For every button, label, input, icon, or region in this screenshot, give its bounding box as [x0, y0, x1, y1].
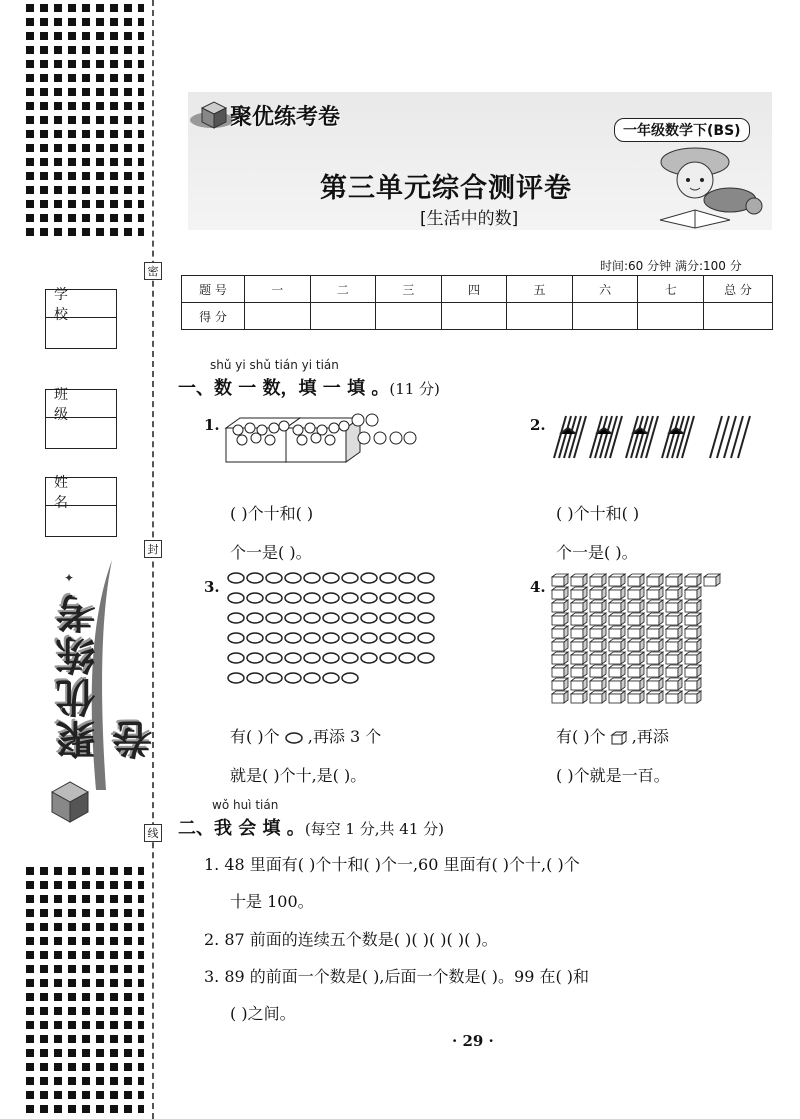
- dot-pattern-top: [26, 0, 144, 242]
- cube-block: [571, 587, 587, 599]
- cube-block: [609, 587, 625, 599]
- s2-q1-line1: 1. 48 里面有( )个十和( )个一,60 里面有( )个十,( )个: [204, 855, 580, 874]
- cube-block: [590, 691, 606, 703]
- dot-pattern-bottom: [26, 862, 144, 1119]
- cube-block: [609, 626, 625, 638]
- cube-block: [685, 626, 701, 638]
- cube-block: [590, 587, 606, 599]
- cube-block: [571, 574, 587, 586]
- cube-block: [590, 639, 606, 651]
- cube-block: [685, 639, 701, 651]
- q3-line1: [230, 724, 381, 747]
- cube-block: [666, 613, 682, 625]
- cube-block: [552, 587, 568, 599]
- cube-block: [647, 613, 663, 625]
- cube-block: [552, 626, 568, 638]
- cube-block: [590, 626, 606, 638]
- score-table-score-row: [182, 303, 773, 330]
- cube-block: [685, 665, 701, 677]
- cube-block: [571, 600, 587, 612]
- seal-char-feng: 封: [144, 540, 162, 558]
- cube-block: [609, 691, 625, 703]
- cube-block: [666, 639, 682, 651]
- cube-block: [571, 626, 587, 638]
- score-header-cell: 四: [441, 276, 507, 303]
- cube-block: [647, 691, 663, 703]
- cube-block: [552, 613, 568, 625]
- cubes-illustration: [552, 574, 732, 714]
- cube-block: [685, 587, 701, 599]
- section1-heading-text: 一、数 一 数，填 一 填 。: [178, 378, 390, 399]
- cube-block: [685, 691, 701, 703]
- cube-block: [628, 665, 644, 677]
- cube-block: [609, 600, 625, 612]
- ovals-illustration: [228, 572, 438, 692]
- cube-block: [571, 639, 587, 651]
- cube-block: [552, 639, 568, 651]
- cube-block: [628, 574, 644, 586]
- side-logo: [40, 560, 159, 830]
- cube-block: [666, 574, 682, 586]
- side-logo-text: 聚优练考卷: [56, 592, 159, 760]
- q3-line1b: ,再添 3 个: [307, 727, 382, 746]
- cube-block: [628, 587, 644, 599]
- apple-boxes-illustration: [226, 414, 426, 474]
- cube-block: [647, 639, 663, 651]
- section2-pinyin: wǒ huì tián: [212, 798, 279, 812]
- cube-block: [685, 600, 701, 612]
- q3-number: 3.: [204, 578, 220, 596]
- cube-block: [590, 665, 606, 677]
- q2-number: 2.: [530, 416, 546, 434]
- section2-points: (每空 1 分,共 41 分): [304, 820, 444, 838]
- time-and-score-info: 时间:60 分钟 满分:100 分: [600, 259, 742, 273]
- cube-block: [552, 678, 568, 690]
- q1-line1: ( )个十和( ): [230, 504, 314, 523]
- q4-line1: [556, 724, 669, 747]
- cube-block: [628, 613, 644, 625]
- cube-block: [666, 626, 682, 638]
- score-header-cell: 三: [376, 276, 442, 303]
- score-header-cell: 六: [572, 276, 638, 303]
- cube-block: [685, 574, 701, 586]
- section2-heading-text: 二、我 会 填 。: [178, 818, 305, 839]
- cube-block: [628, 600, 644, 612]
- s2-q3-line1: 3. 89 的前面一个数是( ),后面一个数是( )。99 在( )和: [204, 967, 590, 986]
- score-header-cell: 七: [638, 276, 704, 303]
- cube-block: [609, 574, 625, 586]
- score-header-cell: 一: [245, 276, 311, 303]
- cube-block: [666, 587, 682, 599]
- q4-line1b: ,再添: [631, 727, 669, 746]
- score-cell[interactable]: [572, 303, 638, 330]
- cube-block: [647, 665, 663, 677]
- cube-logo-icon: [192, 98, 234, 132]
- score-header-cell: 五: [507, 276, 573, 303]
- svg-text:✦: ✦: [64, 571, 75, 585]
- cube-block: [609, 652, 625, 664]
- cube-block: [552, 691, 568, 703]
- cube-block: [609, 613, 625, 625]
- score-cell[interactable]: [376, 303, 442, 330]
- cube-block: [571, 691, 587, 703]
- section1-pinyin: shǔ yi shǔ tián yi tián: [210, 358, 339, 372]
- oval-icon: [285, 732, 303, 744]
- cube-block: [647, 626, 663, 638]
- name-field[interactable]: [45, 474, 117, 537]
- cube-block: [666, 678, 682, 690]
- score-table: [181, 275, 773, 330]
- seal-char-xian: 线: [144, 824, 162, 842]
- q4-line2: ( )个就是一百。: [556, 766, 670, 785]
- score-cell[interactable]: [310, 303, 376, 330]
- cube-block: [647, 600, 663, 612]
- cube-block: [571, 613, 587, 625]
- q3-line1a: 有( )个: [230, 727, 280, 746]
- cube-block: [552, 600, 568, 612]
- cube-block: [647, 652, 663, 664]
- cube-block: [685, 678, 701, 690]
- score-row-label: 得 分: [182, 303, 245, 330]
- school-field[interactable]: [45, 286, 117, 349]
- cube-block: [571, 652, 587, 664]
- cube-block: [552, 574, 568, 586]
- q1-line2: 个一是( )。: [230, 543, 312, 562]
- page-title: 第三单元综合测评卷: [320, 173, 572, 204]
- cube-block: [590, 613, 606, 625]
- cube-block: [666, 691, 682, 703]
- page-subtitle: [生活中的数]: [420, 209, 519, 229]
- cube-block: [647, 587, 663, 599]
- q1-number: 1.: [204, 416, 220, 434]
- cube-block: [552, 665, 568, 677]
- cube-block: [571, 678, 587, 690]
- class-field[interactable]: [45, 386, 117, 449]
- brand-title: 聚优练考卷: [230, 105, 341, 130]
- cube-block: [647, 678, 663, 690]
- cube-block: [590, 678, 606, 690]
- cube-block: [628, 652, 644, 664]
- cube-block: [590, 652, 606, 664]
- score-cell[interactable]: [638, 303, 704, 330]
- binding-dashed-line: [152, 0, 154, 1119]
- cube-block: [685, 613, 701, 625]
- cube-block: [685, 652, 701, 664]
- cube-icon: [611, 731, 627, 745]
- q2-line2: 个一是( )。: [556, 543, 638, 562]
- section1-heading: [178, 374, 440, 400]
- s2-q1-line2: 十是 100。: [230, 892, 314, 911]
- cube-block: [590, 574, 606, 586]
- section1-points: (11 分): [389, 380, 440, 398]
- name-label: 姓 名: [46, 478, 116, 506]
- cube-block: [609, 665, 625, 677]
- seal-char-mi: 密: [144, 262, 162, 280]
- reading-girl-illustration: [650, 140, 765, 230]
- q2-line1: ( )个十和( ): [556, 504, 640, 523]
- cube-block: [552, 652, 568, 664]
- cube-block: [628, 639, 644, 651]
- cube-block: [571, 665, 587, 677]
- score-cell[interactable]: [245, 303, 311, 330]
- score-header-cell: 总 分: [704, 276, 773, 303]
- score-header-cell: 题 号: [182, 276, 245, 303]
- cube-block: [609, 678, 625, 690]
- cube-block: [666, 600, 682, 612]
- score-cell[interactable]: [441, 303, 507, 330]
- cube-block: [609, 639, 625, 651]
- cube-block: [590, 600, 606, 612]
- cube-block: [666, 652, 682, 664]
- q4-number: 4.: [530, 578, 546, 596]
- q3-line2: 就是( )个十,是( )。: [230, 766, 367, 785]
- cube-block: [704, 574, 720, 586]
- q4-line1a: 有( )个: [556, 727, 606, 746]
- cube-block: [647, 574, 663, 586]
- cube-block: [628, 691, 644, 703]
- score-cell[interactable]: [507, 303, 573, 330]
- cube-block: [628, 678, 644, 690]
- section2-heading: [178, 814, 444, 840]
- score-cell[interactable]: [704, 303, 773, 330]
- s2-q3-line2: ( )之间。: [230, 1004, 296, 1023]
- cube-block: [666, 665, 682, 677]
- school-label: 学 校: [46, 290, 116, 318]
- score-header-cell: 二: [310, 276, 376, 303]
- cube-block: [628, 626, 644, 638]
- score-table-header-row: [182, 276, 773, 303]
- page-number: · 29 ·: [452, 1032, 494, 1050]
- grade-badge: 一年级数学下(BS): [614, 118, 750, 142]
- s2-q2-line1: 2. 87 前面的连续五个数是( )( )( )( )( )。: [204, 930, 498, 949]
- class-label: 班 级: [46, 390, 116, 418]
- stick-bundles-illustration: [552, 412, 762, 462]
